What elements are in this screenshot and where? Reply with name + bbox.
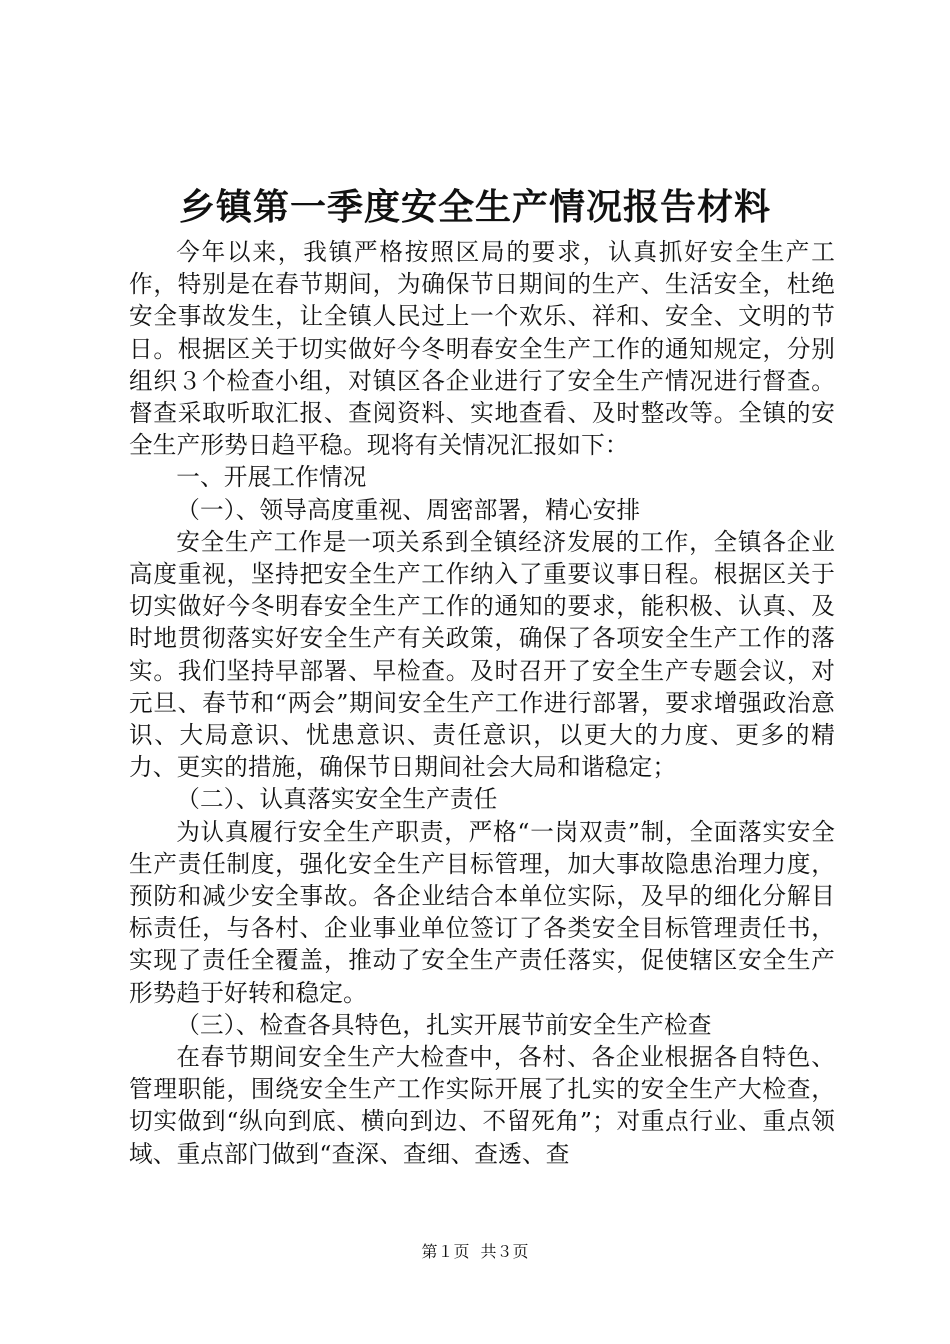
paragraph-3: 在春节期间安全生产大检查中，各村、各企业根据各自特色、管理职能，围绕安全生产工作实际开展了扎实的安全生产大检查，切实做到“纵向到底、横向到边、不留死角”；对重点行业、重点领域、重点部门做到“查深、查细、查透、查 (129, 1043, 835, 1168)
heading-section-1: 一、开展工作情况 (176, 463, 367, 492)
page-total: 共３页 (480, 1242, 529, 1261)
page-footer (0, 1240, 950, 1264)
paragraph-1: 安全生产工作是一项关系到全镇经济发展的工作，全镇各企业高度重视，坚持把安全生产工作纳入了重要议事日程。根据区关于切实做好今冬明春安全生产工作的通知的要求，能积极、认真、及时地贯彻落实好安全生产有关政策，确保了各项安全生产工作的落实。我们坚持早部署、早检查。及时召开了安全生产专题会议，对元旦、春节和“两会”期间安全生产工作进行部署，要求增强政治意识、大局意识、忧患意识、责任意识，以更大的力度、更多的精力、更实的措施，确保节日期间社会大局和谐稳定； (129, 527, 835, 782)
subheading-1: （一）、领导高度重视、周密部署，精心安排 (176, 495, 641, 524)
subheading-3: （三）、检查各具特色，扎实开展节前安全生产检查 (176, 1010, 712, 1039)
paragraph-2: 为认真履行安全生产职责，严格“一岗双责”制，全面落实安全生产责任制度，强化安全生产目标管理，加大事故隐患治理力度，预防和减少安全事故。各企业结合本单位实际，及早的细化分解目标责任，与各村、企业事业单位签订了各类安全目标管理责任书，实现了责任全覆盖，推动了安全生产责任落实，促使辖区安全生产形势趋于好转和稳定。 (129, 817, 835, 1007)
subheading-2: （二）、认真落实安全生产责任 (176, 785, 498, 814)
document-title: 乡镇第一季度安全生产情况报告材料 (178, 187, 771, 228)
page-number: 第１页 (421, 1242, 470, 1261)
document-body (129, 236, 835, 1170)
paragraph-intro: 今年以来，我镇严格按照区局的要求，认真抓好安全生产工作，特别是在春节期间，为确保节日期间的生产、生活安全，杜绝安全事故发生，让全镇人民过上一个欢乐、祥和、安全、文明的节日。根据区关于切实做好今冬明春安全生产工作的通知规定，分别组织３个检查小组，对镇区各企业进行了安全生产情况进行督查。督查采取听取汇报、查阅资料、实地查看、及时整改等。全镇的安全生产形势日趋平稳。现将有关情况汇报如下： (129, 238, 835, 460)
